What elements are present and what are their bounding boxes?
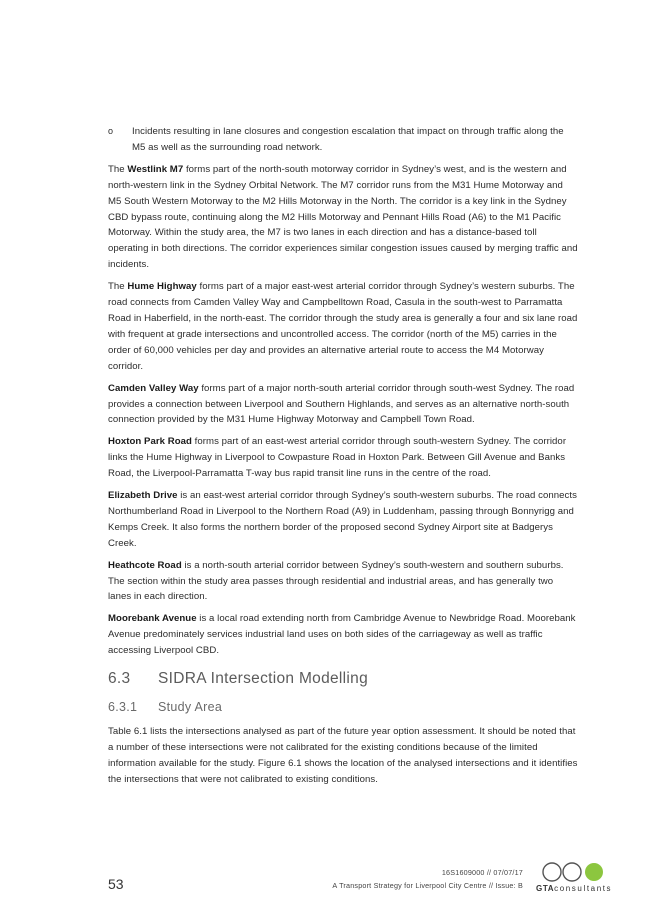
subsection-title: Study Area [158,700,223,715]
logo-circle-3 [585,863,603,881]
paragraph-moorebank-avenue [108,611,578,659]
paragraph-text: forms part of a major north-south arterial corridor through south-west Sydney. The road provides a connection between Liverpool and Southern Highlands, and serves as an alternative north-south connection provided by the M31 Hume Highway Motorway and Campbell Town Road. [108,382,575,426]
paragraph-study-area: Table 6.1 lists the intersections analysed as part of the future year option assessment. It should be noted that a number of these intersections were not calibrated for the existing conditions because of the limited information available for the study. Figure 6.1 shows the location of the analysed intersections and it identifies the intersections that were not calibrated to existing conditions. [108,726,578,785]
road-name: Camden Valley Way [108,382,199,394]
bullet-item [108,124,578,156]
subsection-number: 6.3.1 [108,700,138,715]
road-name: Westlink M7 [127,163,184,175]
paragraph-camden-valley-way [108,381,578,429]
page-number: 53 [108,876,124,892]
road-name: Hume Highway [127,281,197,293]
bullet-marker: o [108,126,114,136]
section-heading [108,669,578,689]
document-reference: 16S1609000 // 07/07/17 [441,868,523,877]
section-number: 6.3 [108,670,131,688]
logo-circles-icon [540,860,610,884]
paragraph-lead: The [108,281,128,293]
bullet-text: Incidents resulting in lane closures and congestion escalation that impact on through traffic along the M5 as well as the surrounding road network. [132,126,564,153]
paragraph-text: forms part of the north-south motorway corridor in Sydney’s west, and is the western and north-western link in the Sydney Orbital Network. The M7 corridor runs from the M31 Hume Motorway and M5 South Western Motorway to the M2 Hills Motorway in the North. The corridor is a key link in the Sydney CBD bypass route, continuing along the M2 Hills Motorway and Pennant Hills Road (A6) to the M1 Pacific Motorway. Within the study area, the M7 is two lanes in each direction and has a distance-based toll operating in both directions. The corridor experiences similar congestion issues caused by merging traffic and incidents. [108,163,578,271]
paragraph-text: forms part of an east-west arterial corridor through south-western Sydney. The corridor links the Hume Highway in Liverpool to Cowpasture Road in Hoxton Park. Between Gill Avenue and Banks Road, the Liverpool-Parramatta T-way bus rapid transit line runs in the centre of the road. [108,436,567,480]
road-name: Heathcote Road [108,559,182,571]
paragraph-text: is a local road extending north from Cambridge Avenue to Newbridge Road. Moorebank Avenue predominately services industrial land uses on both sides of the carriageway as well as traffic accessing Liverpool CBD. [108,613,576,657]
road-name: Moorebank Avenue [108,613,197,625]
paragraph-text: forms part of a major east-west arterial corridor through Sydney’s western suburbs. The road connects from Camden Valley Way and Campbelltown Road, Casula in the south-west to Parramatta Road in Haberfield, in the north-east. The corridor through the study area is generally a four and six lane road with frequent at grade intersections and uncontrolled access. The corridor (north of the M5) carries in the order of 60,000 vehicles per day and provides an alternative arterial route to access the M4 Motorway corridor. [108,281,578,372]
road-name: Hoxton Park Road [108,436,192,448]
footer-info [332,866,523,892]
road-name: Elizabeth Drive [108,490,178,502]
gta-consultants-logo [536,860,616,900]
logo-wordmark [536,884,612,893]
paragraph-text: is a north-south arterial corridor between Sydney’s south-western and southern suburbs. The section within the study area passes through residential and industrial areas, and has generally two lanes in each direction. [108,559,564,603]
paragraph-westlink-m7 [108,162,578,273]
subsection-heading [108,699,578,715]
paragraph-elizabeth-drive [108,488,578,552]
document-title: A Transport Strategy for Liverpool City Centre // Issue: B [332,881,523,890]
section-title: SIDRA Intersection Modelling [158,670,368,688]
logo-circle-1 [543,863,561,881]
paragraph-text: is an east-west arterial corridor through Sydney’s south-western suburbs. The road connects Northumberland Road in Liverpool to the Northern Road (A9) in Luddenham, passing through Bonnyrigg and Kemps Creek. It also forms the northern border of the proposed second Sydney Airport site at Badgerys Creek. [108,490,577,549]
paragraph-lead: The [108,163,128,175]
page-body [108,124,578,794]
logo-suffix: consultants [554,884,613,893]
paragraph-hoxton-park-road [108,434,578,482]
logo-prefix: GTA [536,884,555,893]
paragraph-heathcote-road [108,558,578,606]
logo-circle-2 [563,863,581,881]
paragraph-hume-highway [108,279,578,374]
